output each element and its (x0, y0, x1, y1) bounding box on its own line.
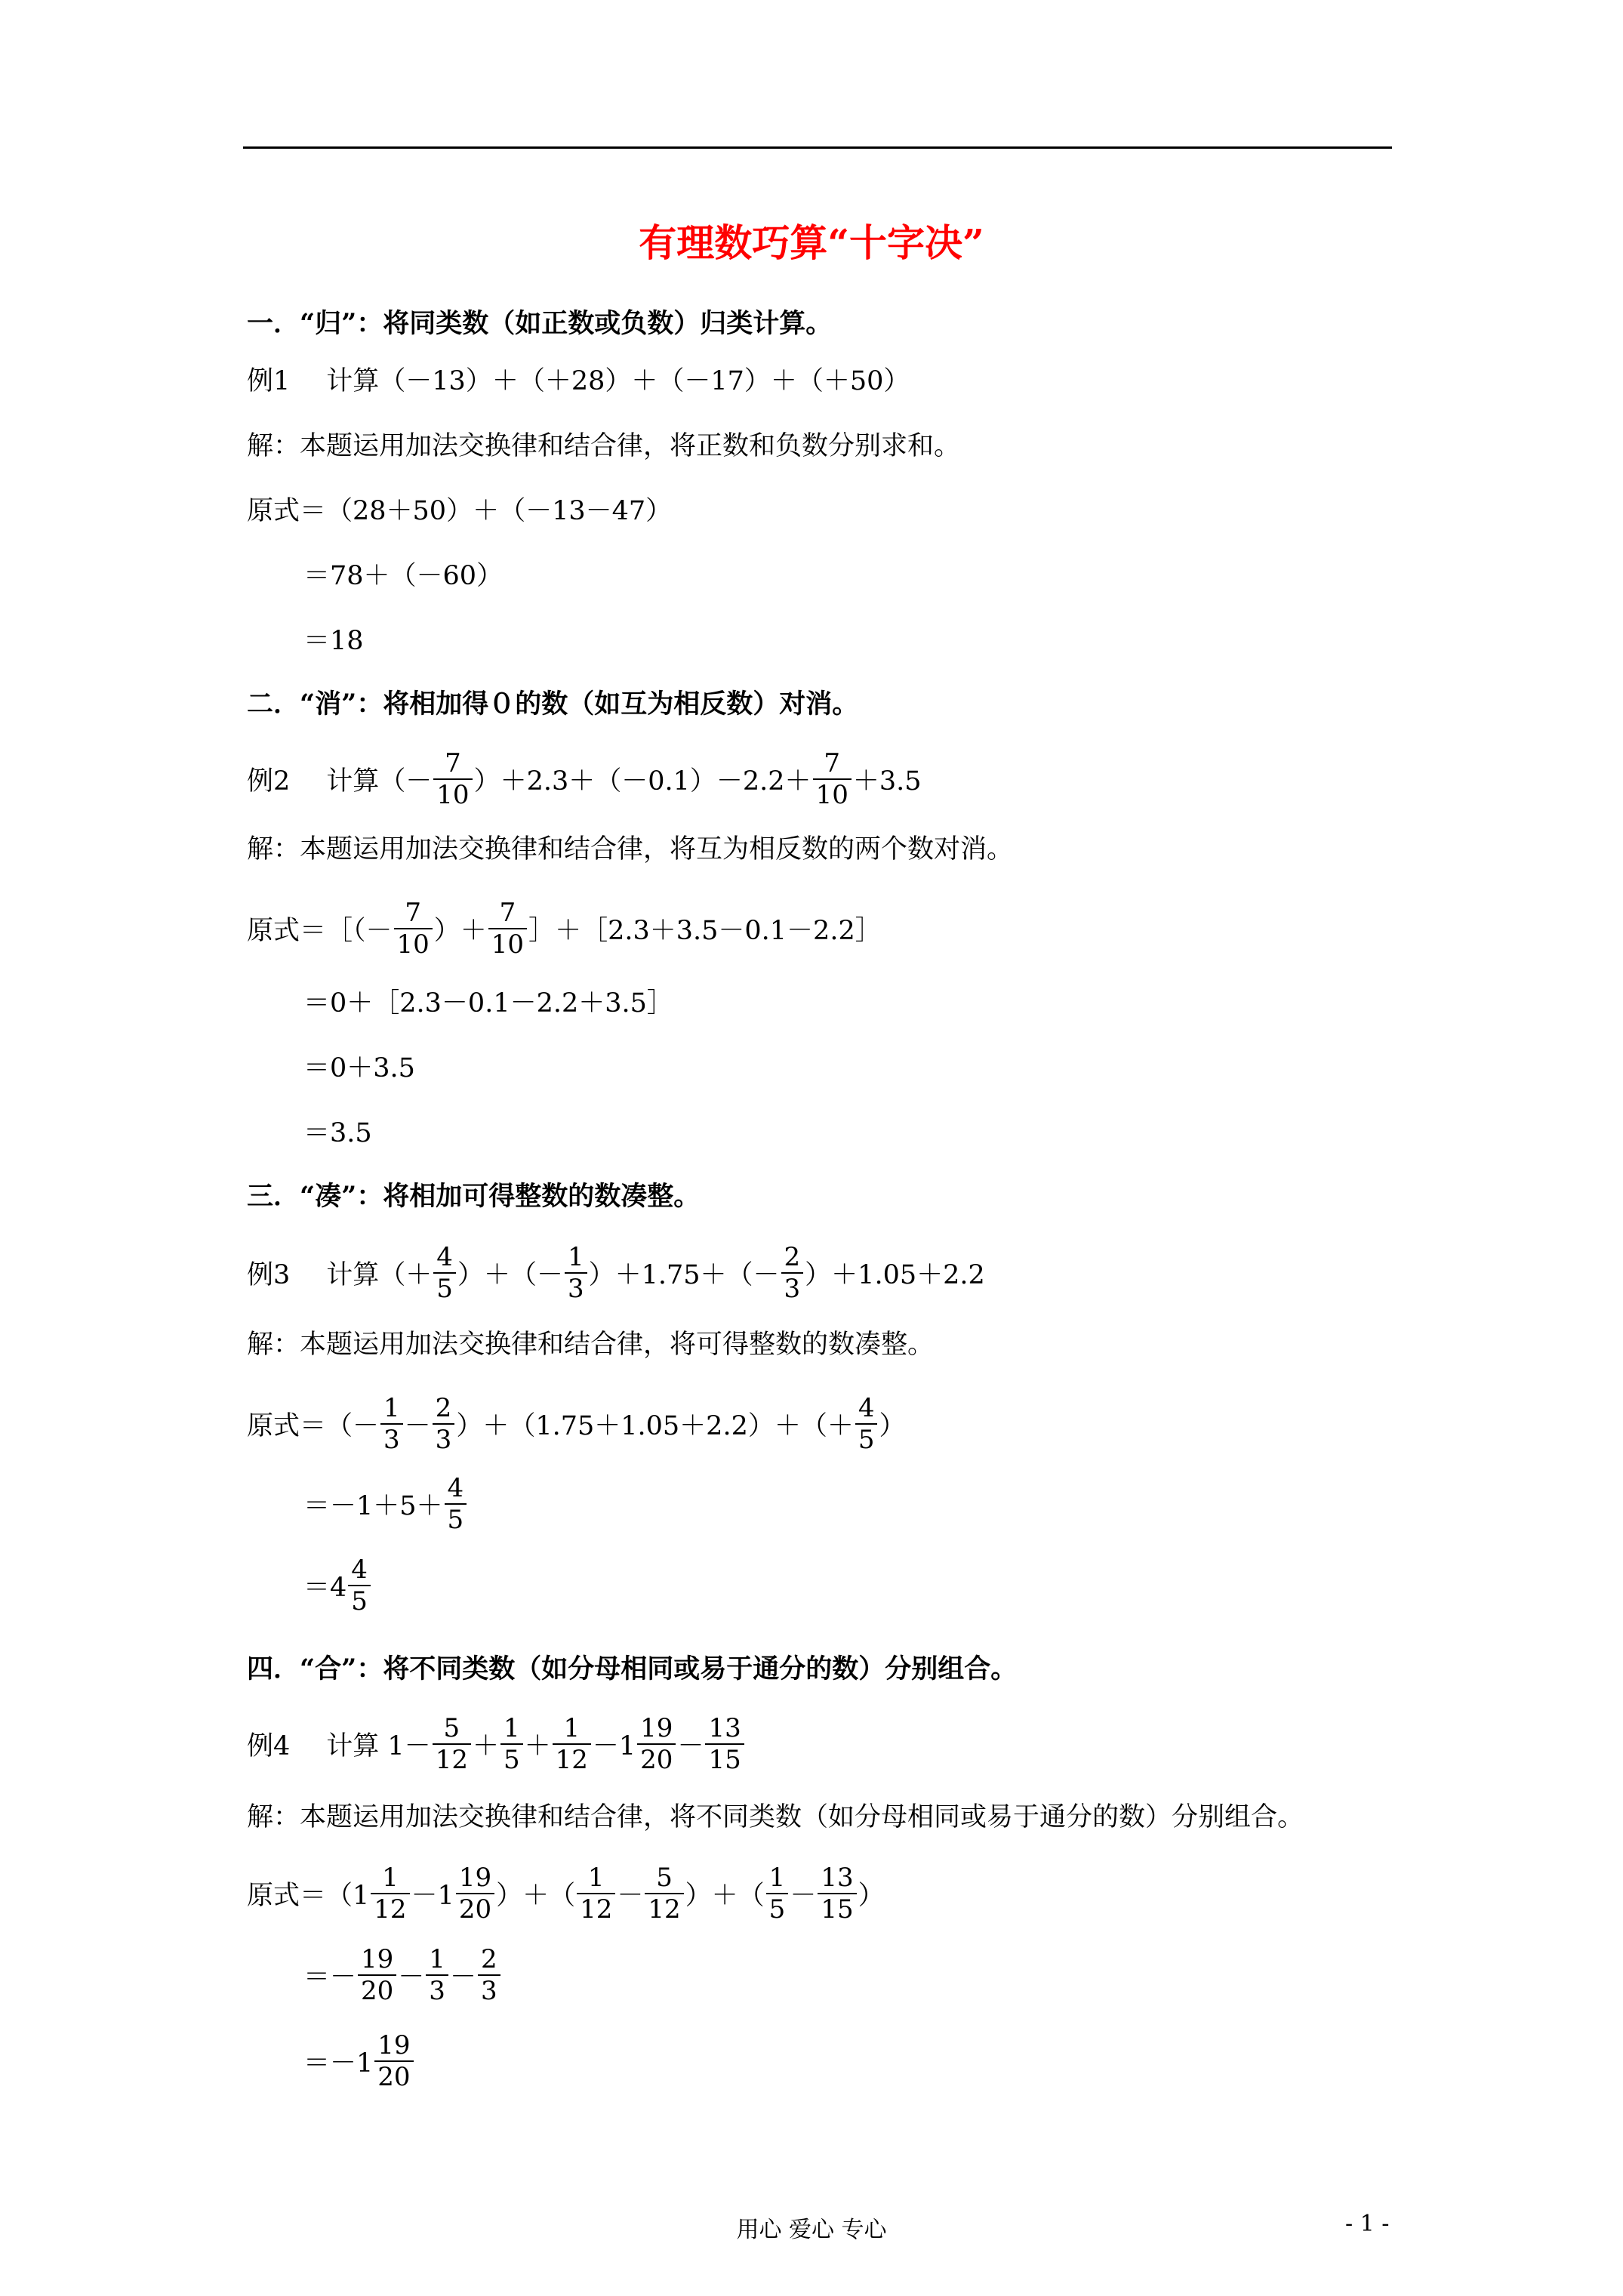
fraction: $\frac{19}{20}$ (358, 1944, 396, 2006)
fraction: $\frac{13}{15}$ (705, 1713, 744, 1775)
step-line: ＝78＋（－60） (303, 561, 504, 591)
fraction: $\frac{7}{10}$ (394, 898, 433, 960)
math-text: ＋3.5 (852, 766, 922, 797)
page-number: - 1 - (1345, 2211, 1390, 2237)
fraction: $\frac{1}{12}$ (553, 1713, 591, 1775)
step-line: ＝0＋3.5 (303, 1053, 415, 1083)
section-2-heading: 二．“消”：将相加得０的数（如互为相反数）对消。 (247, 689, 859, 720)
footer-motto: 用心 爱心 专心 (736, 2217, 887, 2243)
step-line: 原式＝［（－ $\frac{7}{10}$ ）＋ $\frac{7}{10}$ ］＋［2.3＋3.5－0.1－2.2］ (247, 898, 882, 960)
step-line: ＝－ $\frac{19}{20}$ － $\frac{1}{3}$ － $\frac{2}{3}$ (303, 1952, 502, 1998)
example-1 (247, 356, 910, 402)
header-rule (243, 146, 1392, 149)
fraction: $\frac{2}{3}$ (478, 1944, 500, 2006)
fraction: $\frac{7}{10}$ (433, 748, 472, 810)
fraction: $\frac{1}{3}$ (380, 1393, 403, 1455)
fraction: $\frac{19}{20}$ (637, 1713, 676, 1775)
step-line: 原式＝（28＋50）＋（－13－47） (247, 496, 673, 526)
fraction: $\frac{4}{5}$ (445, 1473, 467, 1535)
solution-4: 解：本题运用加法交换律和结合律，将不同类数（如分母相同或易于通分的数）分别组合。 (247, 1802, 1304, 1832)
step-line: ＝4 $\frac{4}{5}$ (303, 1563, 372, 1608)
solution-3: 解：本题运用加法交换律和结合律，将可得整数的数凑整。 (247, 1330, 935, 1360)
step-line: ＝0＋［2.3－0.1－2.2＋3.5］ (303, 988, 673, 1019)
step-line: 原式＝（1 $\frac{1}{12}$ －1 $\frac{19}{20}$ ）＋（ $\frac{1}{12}$ － $\frac{5}{12}$ ）＋（ $\frac{1}{5}$ － $\frac{13}{15}$ ） (247, 1863, 885, 1925)
math-text: 计算（－ (326, 766, 433, 797)
fraction: $\frac{5}{12}$ (645, 1863, 683, 1925)
fraction: $\frac{1}{12}$ (371, 1863, 409, 1925)
example-label: 例4 (247, 1731, 291, 1761)
fraction: $\frac{7}{10}$ (813, 748, 852, 810)
section-3-heading: 三．“凑”：将相加可得整数的数凑整。 (247, 1181, 701, 1212)
step-line: ＝－1＋5＋ $\frac{4}{5}$ (303, 1481, 468, 1527)
solution-1: 解：本题运用加法交换律和结合律，将正数和负数分别求和。 (247, 431, 961, 461)
fraction: $\frac{1}{12}$ (577, 1863, 615, 1925)
fraction: $\frac{1}{5}$ (766, 1863, 789, 1925)
section-4-heading: 四．“合”：将不同类数（如分母相同或易于通分的数）分别组合。 (247, 1653, 1018, 1684)
fraction: $\frac{5}{12}$ (433, 1713, 471, 1775)
step-line: ＝3.5 (303, 1118, 372, 1148)
fraction: $\frac{4}{5}$ (855, 1393, 878, 1455)
fraction: $\frac{2}{3}$ (433, 1393, 455, 1455)
example-2 (247, 748, 922, 810)
example-label: 例3 (247, 1260, 291, 1290)
step-line: ＝18 (303, 626, 364, 656)
step-line: 原式＝（－ $\frac{1}{3}$ － $\frac{2}{3}$ ）＋（1.75＋1.05＋2.2）＋（＋ $\frac{4}{5}$ ） (247, 1393, 906, 1455)
fraction: $\frac{1}{3}$ (426, 1944, 448, 2006)
fraction: $\frac{19}{20}$ (456, 1863, 494, 1925)
solution-2: 解：本题运用加法交换律和结合律，将互为相反数的两个数对消。 (247, 834, 1014, 864)
fraction: $\frac{2}{3}$ (781, 1242, 804, 1304)
fraction: $\frac{7}{10}$ (488, 898, 527, 960)
example-label: 例2 (247, 766, 291, 797)
fraction: $\frac{4}{5}$ (348, 1555, 371, 1616)
fraction: $\frac{1}{5}$ (500, 1713, 523, 1775)
step-line: ＝－1 $\frac{19}{20}$ (303, 2039, 415, 2084)
fraction: $\frac{13}{15}$ (818, 1863, 856, 1925)
example-text: 计算（－13）＋（＋28）＋（－17）＋（＋50） (326, 366, 910, 396)
example-3: 例3 计算（＋ $\frac{4}{5}$ ）＋（－ $\frac{1}{3}$ ）＋1.75＋（－ $\frac{2}{3}$ ）＋1.05＋2.2 (247, 1242, 985, 1304)
example-4: 例4 计算 1－ $\frac{5}{12}$ ＋ $\frac{1}{5}$ ＋ $\frac{1}{12}$ －1 $\frac{19}{20}$ － $\frac{13}{15}$ (247, 1721, 746, 1767)
fraction: $\frac{1}{3}$ (565, 1242, 587, 1304)
example-label: 例1 (247, 366, 291, 396)
fraction: $\frac{19}{20}$ (374, 2030, 413, 2092)
math-text: ）＋2.3＋（－0.1）－2.2＋ (473, 766, 812, 797)
document-title: 有理数巧算“十字决” (639, 220, 984, 265)
fraction: $\frac{4}{5}$ (433, 1242, 456, 1304)
section-1-heading: 一．“归”：将同类数（如正数或负数）归类计算。 (247, 308, 833, 339)
